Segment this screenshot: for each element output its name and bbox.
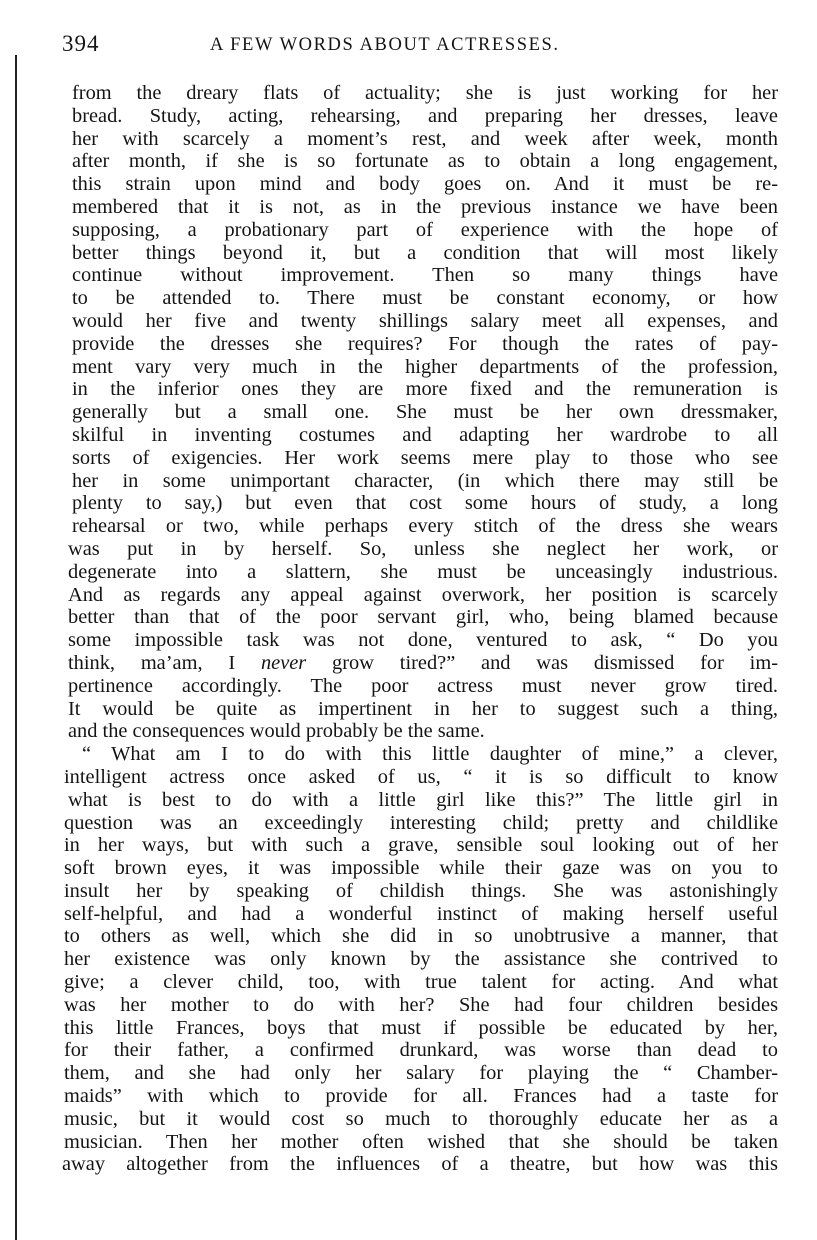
page-number: 394 (62, 31, 100, 56)
text-line: generally but a small one. She must be her own dressmaker, (72, 401, 778, 424)
paragraph-start-line: “ What am I to do with this little daughter of mine,” a clever, (82, 743, 778, 766)
text-line: soft brown eyes, it was impossible while their gaze was on you to (64, 857, 778, 880)
text-line: membered that it is not, as in the previous instance we have been (72, 195, 778, 218)
body-text (62, 82, 778, 1176)
text-line: would her five and twenty shillings salary meet all expenses, and (72, 309, 778, 332)
emphasized-word: never (260, 651, 307, 674)
text-line: pertinence accordingly. The poor actress must never grow tired. (68, 674, 778, 697)
text-line: insult her by speaking of childish things. She was astonishingly (64, 879, 778, 902)
text-line: maids” with which to provide for all. Frances had a taste for (64, 1085, 778, 1108)
text-line: question was an exceedingly interesting child; pretty and childlike (64, 811, 778, 834)
text-line: And as regards any appeal against overwork, her position is scarcely (68, 583, 778, 606)
text-line: was her mother to do with her? She had four children besides (64, 993, 778, 1016)
text-line: her in some unimportant character, (in which there may still be (72, 469, 778, 492)
text-line: rehearsal or two, while perhaps every stitch of the dress she wears (72, 515, 778, 538)
text-line: was put in by herself. So, unless she neglect her work, or (68, 537, 778, 560)
text-line: musician. Then her mother often wished that she should be taken (64, 1130, 778, 1153)
text-line: supposing, a probationary part of experience with the hope of (72, 218, 778, 241)
paragraph-end-line: and the consequences would probably be the same. (68, 720, 485, 743)
running-header (62, 28, 762, 62)
text-line: her existence was only known by the assistance she contrived to (64, 948, 778, 971)
text-line: better than that of the poor servant girl, who, being blamed because (68, 606, 778, 629)
text-line: continue without improvement. Then so many things have (72, 264, 778, 287)
text-line: in the inferior ones they are more fixed and the remuneration is (72, 378, 778, 401)
text-line: give; a clever child, too, with true talent for acting. And what (64, 971, 778, 994)
text-line: from the dreary flats of actuality; she is just working for her (72, 82, 778, 104)
text-line: sorts of exigencies. Her work seems mere play to those who see (72, 446, 778, 469)
text-line: ment vary very much in the higher departments of the profession, (72, 355, 778, 378)
text-line: to be attended to. There must be constant economy, or how (72, 287, 778, 310)
text-line: to others as well, which she did in so unobtrusive a manner, that (64, 925, 778, 948)
text-line: this strain upon mind and body goes on. And it must be re- (72, 173, 778, 196)
text-line-with-emphasis (68, 652, 778, 675)
text-line: bread. Study, acting, rehearsing, and preparing her dresses, leave (72, 104, 778, 127)
text-run: think, ma’am, I (68, 651, 261, 674)
page-edge-rule (15, 55, 17, 1240)
text-line: for their father, a confirmed drunkard, was worse than dead to (64, 1039, 778, 1062)
text-line: this little Frances, boys that must if possible be educated by her, (64, 1016, 778, 1039)
text-line: in her ways, but with such a grave, sensible soul looking out of her (64, 834, 778, 857)
text-line: skilful in inventing costumes and adapting her wardrobe to all (72, 423, 778, 446)
text-line: after month, if she is so fortunate as to obtain a long engagement, (72, 150, 778, 173)
text-line: intelligent actress once asked of us, “ it is so difficult to know (64, 765, 778, 788)
text-line: plenty to say,) but even that cost some hours of study, a long (72, 492, 778, 515)
text-line: what is best to do with a little girl like this?” The little girl in (68, 788, 778, 811)
text-line: away altogether from the influences of a theatre, but how was this (62, 1153, 778, 1176)
text-line: self-helpful, and had a wonderful instinct of making herself useful (64, 902, 778, 925)
text-line: degenerate into a slattern, she must be unceasingly industrious. (68, 560, 778, 583)
text-line: music, but it would cost so much to thoroughly educate her as a (64, 1107, 778, 1130)
text-line: better things beyond it, but a condition that will most likely (72, 241, 778, 264)
text-run: grow tired?” and was dismissed for im- (306, 651, 778, 674)
text-line: them, and she had only her salary for playing the “ Chamber- (64, 1062, 778, 1085)
text-line: her with scarcely a moment’s rest, and week after week, month (72, 127, 778, 150)
text-line: It would be quite as impertinent in her to suggest such a thing, (68, 697, 778, 720)
text-line: provide the dresses she requires? For though the rates of pay- (72, 332, 778, 355)
running-title: A FEW WORDS ABOUT ACTRESSES. (210, 35, 560, 55)
text-line: some impossible task was not done, ventured to ask, “ Do you (68, 629, 778, 652)
